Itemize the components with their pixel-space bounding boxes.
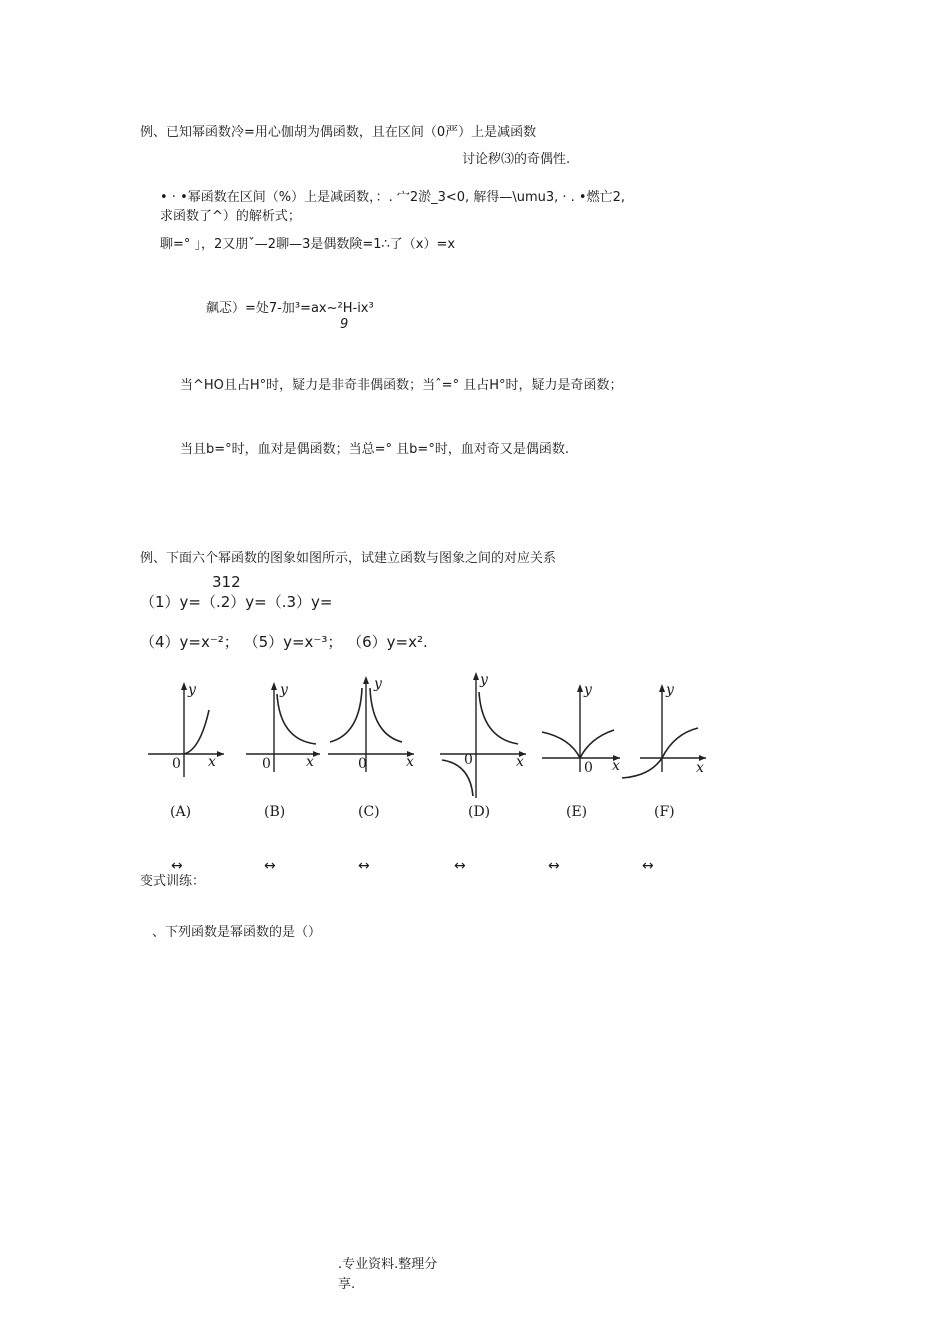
graph-d [438,672,530,820]
example1-line7: 当^HO且占H°时，疑力是非奇非偶函数；当ˆ=° 且占H°时，疑力是奇函数； [180,378,623,393]
example1-line2: 讨论秽⑶的奇偶性. [462,152,571,167]
example1-line6: 飙忑）=处7-加³=ax~²H-ix³ [206,301,374,316]
arrow-b: ↔ [264,858,276,874]
graph-a-o: 0 [172,756,181,772]
graph-e-y: y [584,682,592,698]
arrow-a: ↔ [171,858,183,874]
example1-line3: • · •幂函数在区间（%）上是减函数，：. 宀2淤_3<0, 解得—\umu3, · . •燃亡2, [160,190,625,205]
graph-e-label: (E) [566,804,588,820]
example2-line3: （4）y=x⁻²； （5）y=x⁻³； （6）y=x². [140,633,428,651]
graph-c-label: (C) [358,804,380,820]
graph-d-x: x [516,754,524,770]
exercise-q1: 、下列函数是幂函数的是（） [152,925,322,940]
example1-line4: 求函数了^）的解析式； [160,209,301,224]
graph-d-label: (D) [468,804,491,820]
graph-f-y: y [666,682,674,698]
graph-a-x: x [208,754,216,770]
graph-c-x: x [406,754,414,770]
graph-b-o: 0 [262,756,271,772]
graph-e [538,672,624,820]
graph-b [244,672,324,820]
arrow-c: ↔ [358,858,370,874]
arrow-f: ↔ [642,858,654,874]
graph-e-o: 0 [584,760,593,776]
graph-b-label: (B) [264,804,286,820]
graph-d-y: y [480,672,488,688]
graph-a [148,672,228,820]
graph-c-o: 0 [358,756,367,772]
graph-b-x: x [306,754,314,770]
example2-line2: （1）y=（.2）y=（.3）y= [140,593,333,611]
graph-a-label: (A) [170,804,192,820]
example1-line1: 例、已知幂函数冷=用心伽胡为偶函数，且在区间（0严）上是减函数 [140,125,537,140]
exercise-title: 变式训练： [140,874,206,889]
footer-line2: 享. [338,1277,356,1292]
example2-line1: 例、下面六个幂函数的图象如图所示，试建立函数与图象之间的对应关系 [140,551,557,566]
example1-line6-sub: 9 [340,317,349,332]
example1-line8: 当且b=°时，血对是偶函数；当总=° 且b=°时，血对奇又是偶函数. [180,442,569,457]
example1-line5: 聊=° 」，2又朋ˇ—2聊—3是偶数険=1∴了（x）=x [160,237,456,252]
footer-line1: .专业资料.整理分 [338,1257,438,1272]
graph-e-x: x [612,758,620,774]
arrow-d: ↔ [454,858,466,874]
graph-a-y: y [188,682,196,698]
example2-sup: 312 [212,573,241,591]
graph-d-o: 0 [464,752,473,768]
graph-f-label: (F) [654,804,675,820]
arrow-e: ↔ [548,858,560,874]
graph-f [618,672,710,820]
graph-f-x: x [696,760,704,776]
graph-c-y: y [374,676,382,692]
graph-c [326,672,418,820]
graph-b-y: y [280,682,288,698]
